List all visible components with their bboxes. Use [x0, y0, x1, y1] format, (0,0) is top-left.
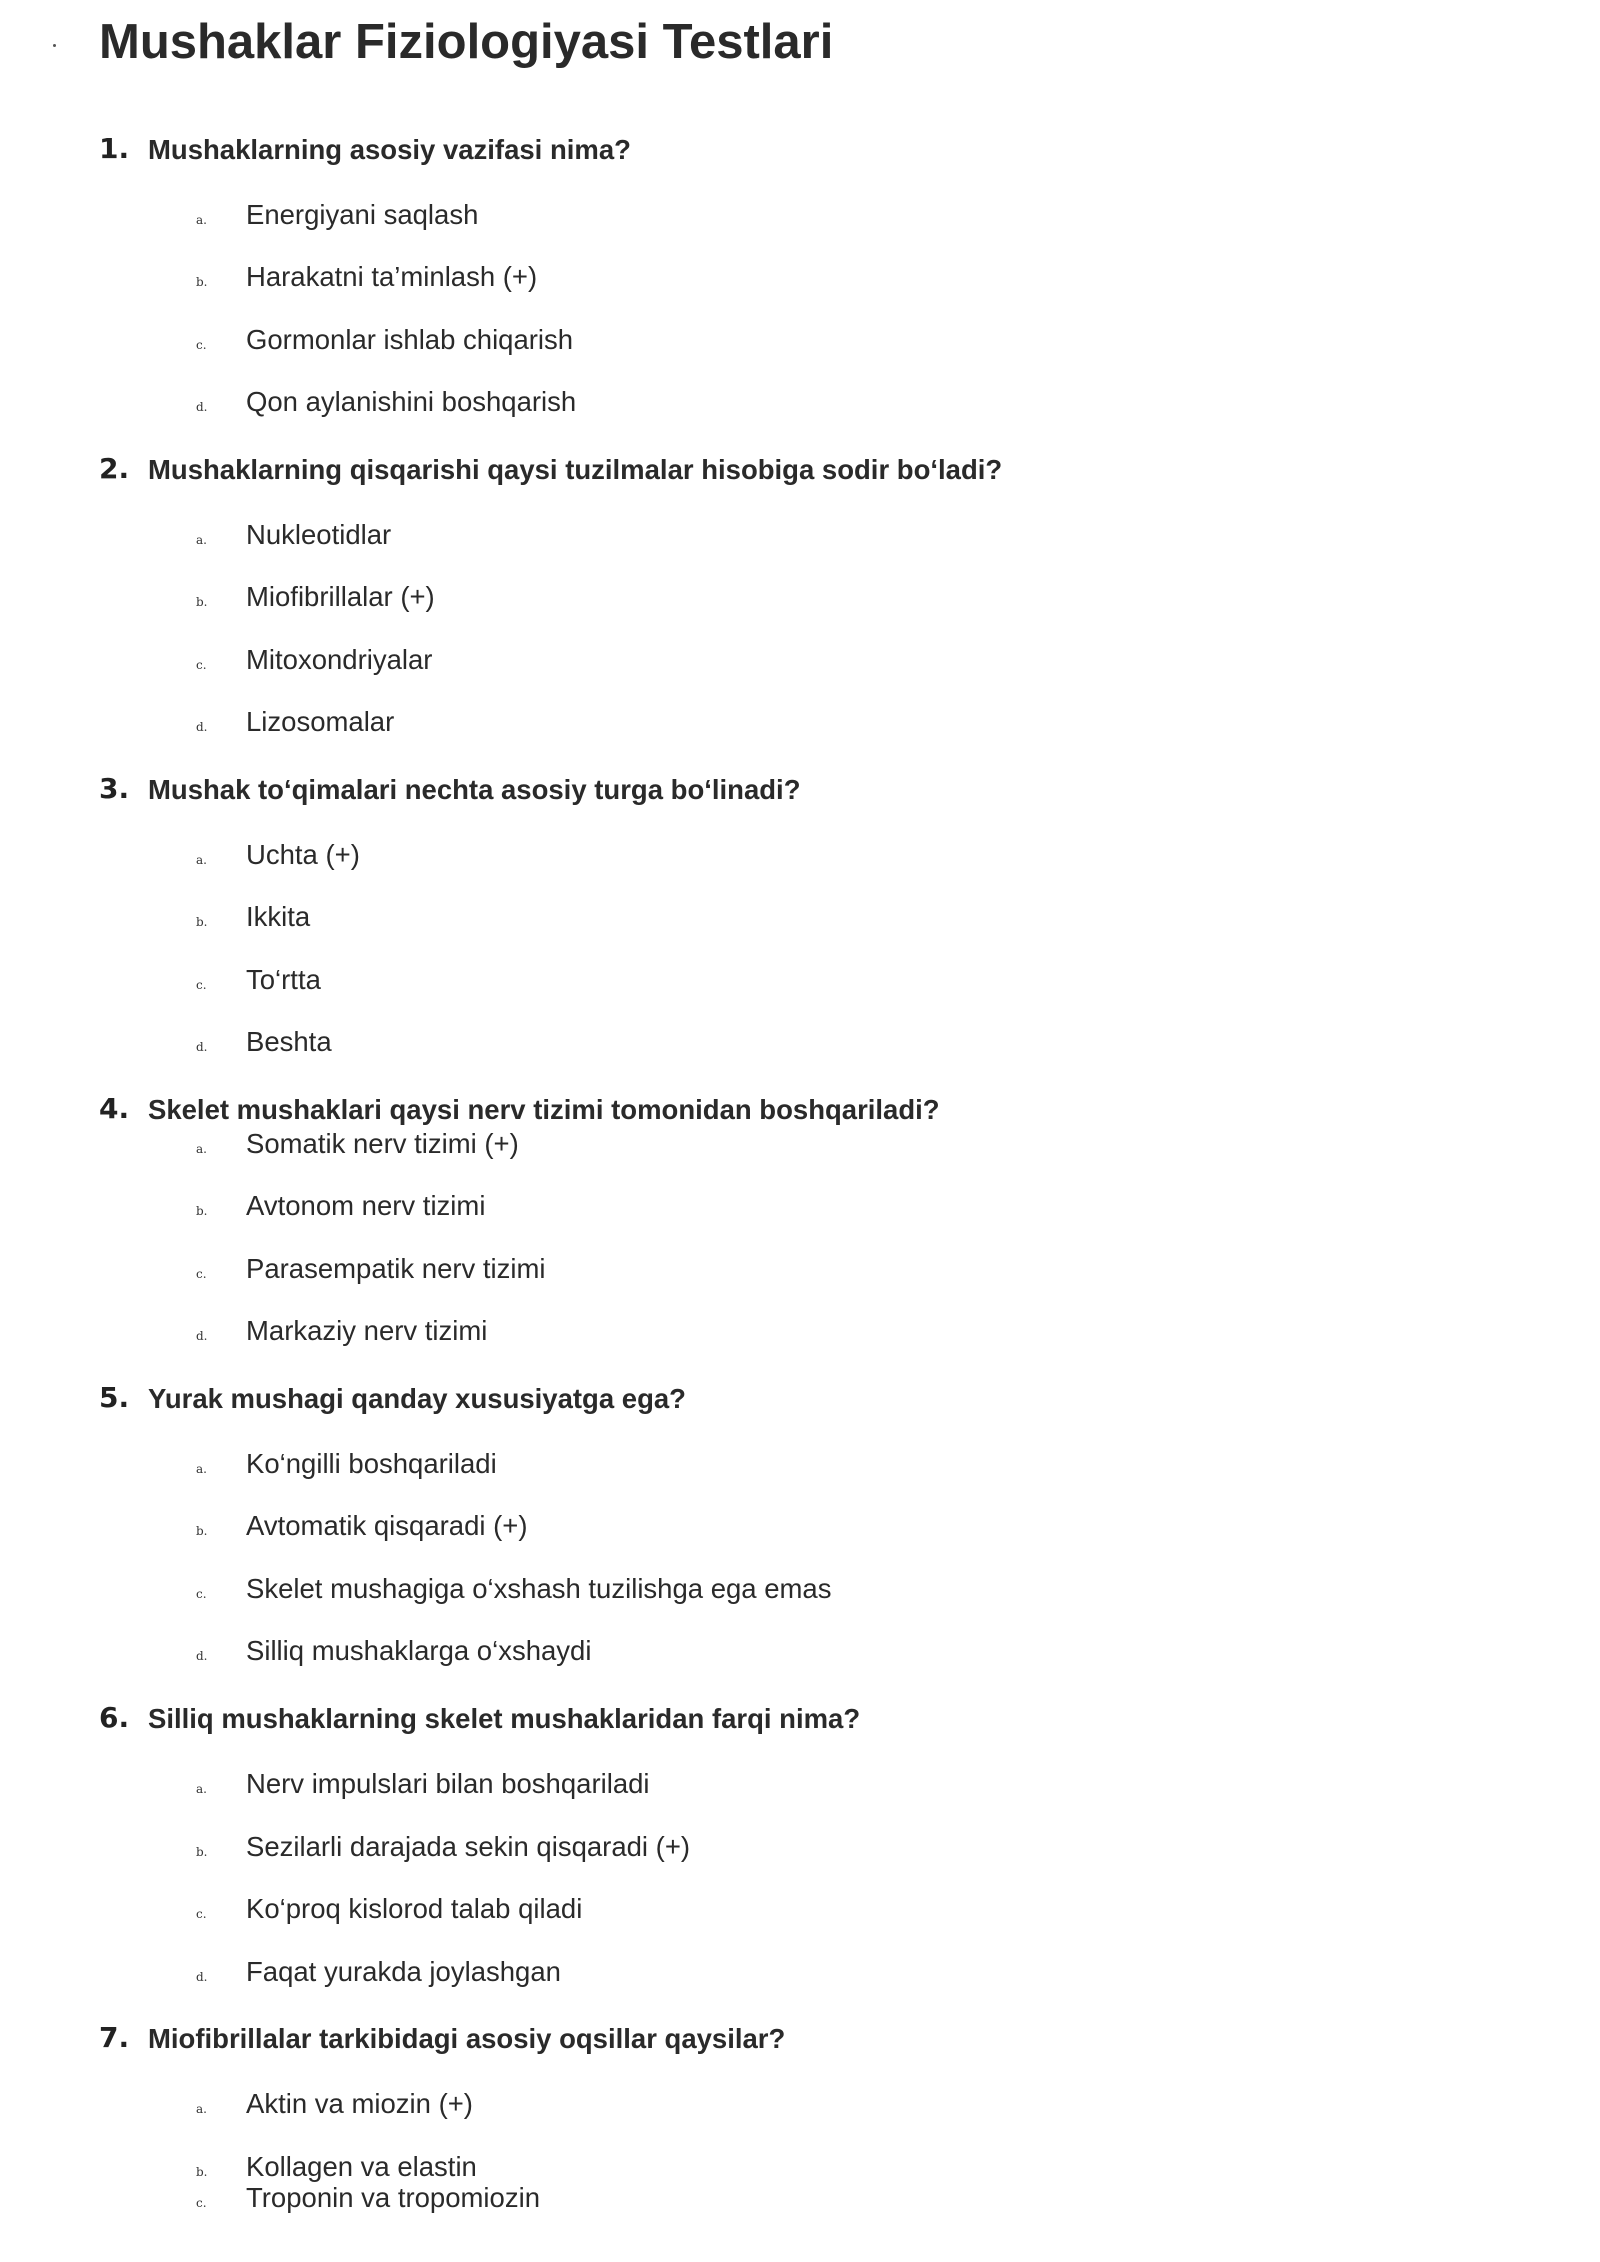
option-text: Nerv impulslari bilan boshqariladi [246, 1768, 650, 1799]
option-letter: c. [196, 658, 207, 672]
option-letter: a. [196, 1142, 207, 1156]
option-text: Faqat yurakda joylashgan [246, 1956, 561, 1987]
option-text: Skelet mushagiga o‘xshash tuzilishga ega emas [246, 1573, 832, 1604]
option-text: Energiyani saqlash [246, 199, 479, 230]
option-text: Ko‘ngilli boshqariladi [246, 1448, 497, 1479]
option-text: Uchta (+) [246, 839, 360, 870]
bullet-dot-icon [53, 44, 56, 47]
option-text: Ko‘proq kislorod talab qiladi [246, 1893, 583, 1924]
option-letter: b. [196, 1524, 208, 1538]
option-letter: a. [196, 213, 207, 227]
option-letter: d. [196, 400, 208, 414]
question-number: 5. [99, 1381, 130, 1414]
option-text: Troponin va tropomiozin [246, 2182, 540, 2213]
option-letter: d. [196, 720, 208, 734]
option-text: Mitoxondriyalar [246, 644, 433, 675]
option-letter: b. [196, 595, 208, 609]
option-letter: d. [196, 1040, 208, 1054]
option-text: Miofibrillalar (+) [246, 581, 435, 612]
option-letter: a. [196, 2102, 207, 2116]
question-text: Mushaklarning qisqarishi qaysi tuzilmalar hisobiga sodir bo‘ladi? [148, 454, 1003, 485]
question-text: Mushak to‘qimalari nechta asosiy turga bo‘linadi? [148, 774, 801, 805]
question-text: Silliq mushaklarning skelet mushaklaridan farqi nima? [148, 1703, 861, 1734]
option-letter: b. [196, 2165, 208, 2179]
option-text: Aktin va miozin (+) [246, 2088, 473, 2119]
option-text: Silliq mushaklarga o‘xshaydi [246, 1635, 592, 1666]
option-text: Gormonlar ishlab chiqarish [246, 324, 574, 355]
option-text: Lizosomalar [246, 706, 395, 737]
question-text: Skelet mushaklari qaysi nerv tizimi tomonidan boshqariladi? [148, 1094, 940, 1125]
option-text: Parasempatik nerv tizimi [246, 1253, 546, 1284]
option-letter: b. [196, 1845, 208, 1859]
option-letter: b. [196, 915, 208, 929]
option-letter: a. [196, 533, 207, 547]
option-letter: a. [196, 1462, 207, 1476]
option-letter: b. [196, 275, 208, 289]
question-number: 4. [99, 1092, 130, 1125]
option-letter: a. [196, 1782, 207, 1796]
option-letter: c. [196, 1907, 207, 1921]
question-number: 6. [99, 1701, 130, 1734]
option-text: To‘rtta [246, 964, 321, 995]
question-number: 7. [99, 2021, 130, 2054]
option-letter: d. [196, 1649, 208, 1663]
option-text: Qon aylanishini boshqarish [246, 386, 577, 417]
option-text: Markaziy nerv tizimi [246, 1315, 488, 1346]
option-text: Avtomatik qisqaradi (+) [246, 1510, 528, 1541]
option-letter: c. [196, 2196, 207, 2210]
option-text: Harakatni ta’minlash (+) [246, 261, 538, 292]
page-title: Mushaklar Fiziologiyasi Testlari [99, 15, 834, 69]
option-text: Sezilarli darajada sekin qisqaradi (+) [246, 1831, 691, 1862]
option-text: Kollagen va elastin [246, 2151, 477, 2182]
option-letter: d. [196, 1329, 208, 1343]
option-text: Ikkita [246, 901, 311, 932]
option-letter: d. [196, 1970, 208, 1984]
option-text: Beshta [246, 1026, 332, 1057]
question-text: Yurak mushagi qanday xususiyatga ega? [148, 1383, 686, 1414]
question-number: 3. [99, 772, 130, 805]
question-text: Miofibrillalar tarkibidagi asosiy oqsillar qaysilar? [148, 2023, 786, 2054]
option-letter: c. [196, 978, 207, 992]
option-letter: b. [196, 1204, 208, 1218]
option-letter: c. [196, 338, 207, 352]
option-letter: c. [196, 1587, 207, 1601]
option-letter: c. [196, 1267, 207, 1281]
option-text: Somatik nerv tizimi (+) [246, 1128, 519, 1159]
question-text: Mushaklarning asosiy vazifasi nima? [148, 134, 631, 165]
question-number: 2. [99, 452, 130, 485]
question-number: 1. [99, 132, 130, 165]
option-letter: a. [196, 853, 207, 867]
option-text: Nukleotidlar [246, 519, 392, 550]
option-text: Avtonom nerv tizimi [246, 1190, 486, 1221]
